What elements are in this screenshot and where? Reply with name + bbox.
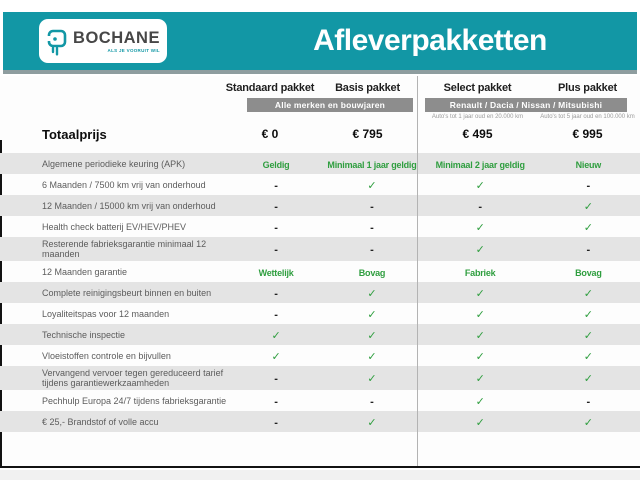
feature-row xyxy=(0,174,640,195)
feature-value-basis xyxy=(325,326,418,344)
feature-value-plus xyxy=(537,369,640,387)
feature-value-select xyxy=(424,263,537,281)
dash-mark: - xyxy=(370,200,374,213)
feature-value-text: Geldig xyxy=(262,159,290,170)
feature-row xyxy=(0,390,640,411)
dash-mark: - xyxy=(586,395,591,408)
feature-value-select xyxy=(424,392,537,410)
feature-value-text: Wettelijk xyxy=(258,267,294,278)
feature-value-plus xyxy=(537,263,640,281)
feature-row xyxy=(0,366,640,390)
feature-value-plus xyxy=(537,284,640,302)
feature-value-plus xyxy=(537,326,640,344)
price-plus: € 995 xyxy=(572,127,603,141)
feature-value-standaard xyxy=(227,263,325,281)
footer-strip xyxy=(0,470,640,480)
check-icon: ✓ xyxy=(583,373,593,385)
check-icon: ✓ xyxy=(475,179,485,192)
feature-value-basis xyxy=(325,197,418,215)
column-header-select: Select pakket xyxy=(443,82,512,94)
dash-mark: - xyxy=(274,200,278,213)
feature-label: Health check batterij EV/HEV/PHEV xyxy=(42,221,187,232)
price-basis: € 795 xyxy=(352,127,383,141)
check-icon: ✓ xyxy=(475,329,485,342)
check-icon: ✓ xyxy=(367,179,377,192)
check-icon: ✓ xyxy=(367,329,377,342)
feature-rows xyxy=(0,153,640,432)
bochane-logo xyxy=(39,19,167,63)
feature-value-select xyxy=(424,326,537,344)
feature-value-basis xyxy=(325,263,418,281)
check-icon: ✓ xyxy=(475,395,485,408)
dash-mark: - xyxy=(274,244,278,256)
feature-label: Pechhulp Europa 24/7 tijdens fabrieksgarantie xyxy=(42,395,227,406)
note-plus: Auto's tot 5 jaar oud en 100.000 km xyxy=(540,114,635,120)
check-icon: ✓ xyxy=(475,373,485,385)
feature-value-basis xyxy=(325,284,418,302)
feature-value-select xyxy=(424,413,537,431)
packages-table xyxy=(0,76,640,468)
feature-value-select xyxy=(424,347,537,365)
feature-value-plus xyxy=(537,218,640,236)
price-select: € 495 xyxy=(462,127,493,141)
column-group-divider xyxy=(417,76,418,466)
feature-value-standaard xyxy=(227,155,325,173)
dash-mark: - xyxy=(274,221,278,234)
dash-mark: - xyxy=(274,416,278,429)
check-icon: ✓ xyxy=(583,329,593,342)
check-icon: ✓ xyxy=(583,221,593,234)
dash-mark: - xyxy=(370,221,374,234)
column-header-standaard: Standaard pakket xyxy=(225,82,315,94)
dash-mark: - xyxy=(274,179,278,192)
feature-value-standaard xyxy=(227,284,325,302)
check-icon: ✓ xyxy=(475,244,485,256)
feature-value-basis xyxy=(325,347,418,365)
feature-label: € 25,- Brandstof of volle accu xyxy=(42,416,159,427)
feature-value-plus xyxy=(537,305,640,323)
page-title: Afleverpakketten xyxy=(313,24,547,57)
feature-value-text: Minimaal 2 jaar geldig xyxy=(435,159,525,170)
feature-label: Algemene periodieke keuring (APK) xyxy=(42,158,186,169)
check-icon: ✓ xyxy=(583,416,593,429)
check-icon: ✓ xyxy=(367,373,377,385)
feature-value-basis xyxy=(325,155,418,173)
check-icon: ✓ xyxy=(583,308,593,321)
feature-value-basis xyxy=(325,369,418,387)
feature-value-plus xyxy=(537,155,640,173)
feature-label: Vloeistoffen controle en bijvullen xyxy=(42,350,171,361)
feature-value-plus xyxy=(537,176,640,194)
feature-value-basis xyxy=(325,218,418,236)
brand-tagline: ALS JE VOORUIT WIL xyxy=(107,47,160,53)
feature-row xyxy=(0,411,640,432)
feature-row xyxy=(0,261,640,282)
check-icon: ✓ xyxy=(367,350,377,363)
feature-value-select xyxy=(424,369,537,387)
dash-mark: - xyxy=(586,179,591,192)
price-standaard: € 0 xyxy=(261,127,279,141)
dash-mark: - xyxy=(370,244,374,256)
header-bar xyxy=(3,12,637,74)
total-price-row xyxy=(0,124,640,144)
feature-value-basis xyxy=(325,240,418,258)
feature-value-basis xyxy=(325,392,418,410)
total-price-label: Totaalprijs xyxy=(42,126,107,142)
feature-value-select xyxy=(424,155,537,173)
feature-value-plus xyxy=(537,413,640,431)
feature-value-select xyxy=(424,240,537,258)
feature-label: Complete reinigingsbeurt binnen en buiten xyxy=(42,287,212,298)
feature-value-standaard xyxy=(227,218,325,236)
feature-row xyxy=(0,153,640,174)
badge-all-brands: Alle merken en bouwjaren xyxy=(247,98,413,112)
feature-label: 12 Maanden / 15000 km vrij van onderhoud xyxy=(42,200,216,211)
feature-row xyxy=(0,195,640,216)
feature-row xyxy=(0,345,640,366)
feature-value-standaard xyxy=(227,392,325,410)
feature-value-basis xyxy=(325,305,418,323)
feature-label: Vervangend vervoer tegen gereduceerd tarief tijdens garantiewerkzaamheden xyxy=(42,368,224,388)
column-header-plus: Plus pakket xyxy=(558,82,617,94)
feature-value-text: Fabriek xyxy=(464,267,496,278)
feature-row xyxy=(0,216,640,237)
feature-value-standaard xyxy=(227,369,325,387)
feature-value-plus xyxy=(537,347,640,365)
check-icon: ✓ xyxy=(367,287,377,300)
note-select: Auto's tot 1 jaar oud en 20.000 km xyxy=(431,114,524,120)
feature-value-select xyxy=(424,176,537,194)
check-icon: ✓ xyxy=(583,350,593,363)
check-icon: ✓ xyxy=(367,308,377,321)
feature-value-text: Bovag xyxy=(575,267,602,278)
feature-value-plus xyxy=(537,240,640,258)
dash-mark: - xyxy=(370,395,374,408)
check-icon: ✓ xyxy=(475,221,485,234)
feature-value-standaard xyxy=(227,176,325,194)
feature-label: Loyaliteitspas voor 12 maanden xyxy=(42,308,170,319)
dash-mark: - xyxy=(274,287,278,300)
feature-value-standaard xyxy=(227,197,325,215)
feature-label: Resterende fabrieksgarantie minimaal 12 maanden xyxy=(42,239,207,259)
feature-label: Technische inspectie xyxy=(42,329,126,340)
feature-value-basis xyxy=(325,176,418,194)
check-icon: ✓ xyxy=(475,308,485,321)
feature-value-text: Bovag xyxy=(358,267,386,278)
feature-value-select xyxy=(424,218,537,236)
dash-mark: - xyxy=(478,200,483,213)
feature-value-text: Minimaal 1 jaar geldig xyxy=(327,159,417,170)
feature-value-text: Nieuw xyxy=(575,159,602,170)
feature-value-standaard xyxy=(227,413,325,431)
check-icon: ✓ xyxy=(271,350,281,363)
feature-value-select xyxy=(424,197,537,215)
dash-mark: - xyxy=(274,395,278,408)
feature-value-standaard xyxy=(227,240,325,258)
feature-label: 12 Maanden garantie xyxy=(42,266,128,277)
feature-label: 6 Maanden / 7500 km vrij van onderhoud xyxy=(42,179,206,190)
feature-row xyxy=(0,324,640,345)
check-icon: ✓ xyxy=(271,329,281,342)
feature-value-standaard xyxy=(227,326,325,344)
feature-row xyxy=(0,282,640,303)
bochane-bag-icon xyxy=(46,28,68,56)
feature-value-select xyxy=(424,305,537,323)
check-icon: ✓ xyxy=(367,416,377,429)
column-header-basis: Basis pakket xyxy=(335,82,400,94)
dash-mark: - xyxy=(274,373,278,385)
check-icon: ✓ xyxy=(475,350,485,363)
check-icon: ✓ xyxy=(475,416,485,429)
badge-renault-group: Renault / Dacia / Nissan / Mitsubishi xyxy=(425,98,627,112)
feature-value-plus xyxy=(537,392,640,410)
feature-value-select xyxy=(424,284,537,302)
feature-value-basis xyxy=(325,413,418,431)
feature-value-plus xyxy=(537,197,640,215)
check-icon: ✓ xyxy=(583,200,593,213)
table-bottom-border xyxy=(0,466,640,468)
dash-mark: - xyxy=(274,308,278,321)
feature-value-standaard xyxy=(227,347,325,365)
check-icon: ✓ xyxy=(475,287,485,300)
check-icon: ✓ xyxy=(583,287,593,300)
feature-row xyxy=(0,237,640,261)
feature-row xyxy=(0,303,640,324)
feature-value-standaard xyxy=(227,305,325,323)
column-headers-row xyxy=(0,82,640,94)
brand-name: BOCHANE xyxy=(73,28,160,47)
dash-mark: - xyxy=(586,244,591,256)
column-notes-row xyxy=(0,114,640,120)
